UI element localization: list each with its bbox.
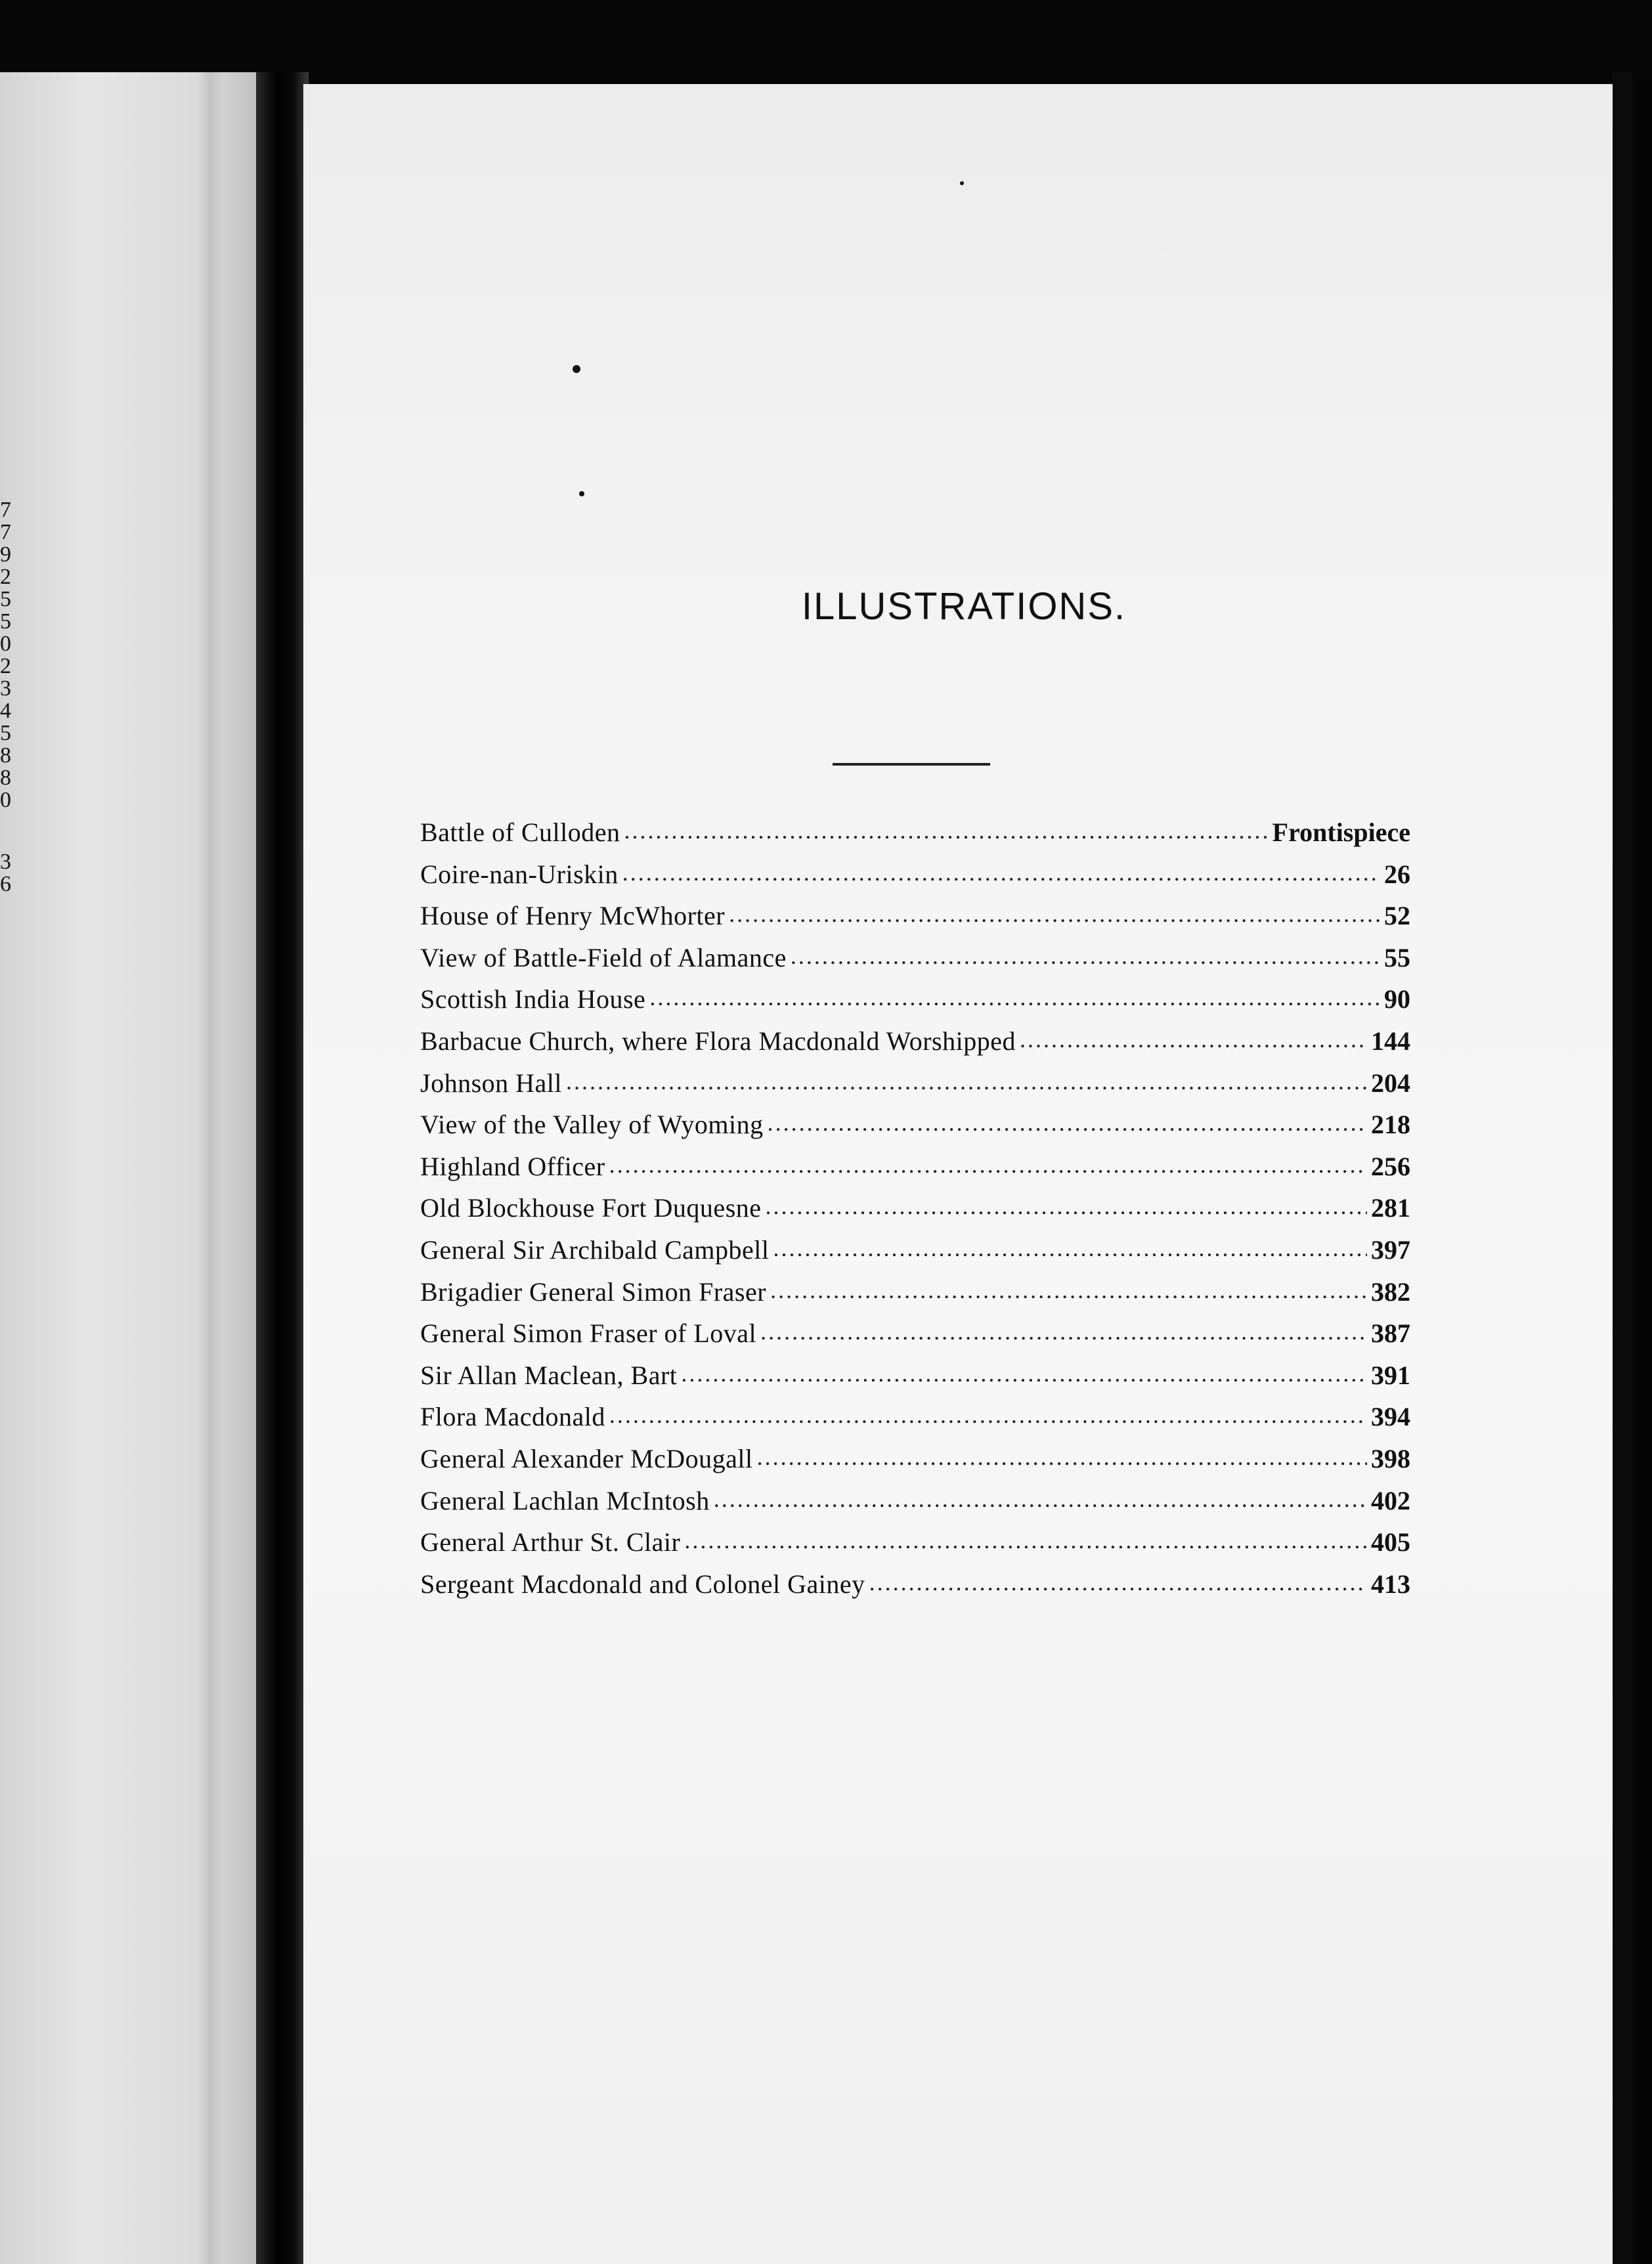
list-item <box>420 942 1410 984</box>
page-number: 281 <box>1371 1193 1410 1223</box>
list-item <box>420 1318 1410 1360</box>
page-number: 204 <box>1371 1068 1410 1098</box>
previous-page-number: 2 <box>0 654 11 678</box>
list-item <box>420 1276 1410 1318</box>
dot-leader <box>791 940 1380 970</box>
dot-leader <box>757 1441 1367 1471</box>
list-item <box>420 1109 1410 1151</box>
previous-page-number: 3 <box>0 850 11 874</box>
ink-speck <box>573 365 580 373</box>
list-item <box>420 817 1410 859</box>
page-number: 387 <box>1371 1318 1410 1349</box>
dot-leader <box>624 814 1269 845</box>
previous-page-number: 8 <box>0 743 11 768</box>
list-item <box>420 859 1410 901</box>
dot-leader <box>609 1399 1367 1429</box>
page-number: 398 <box>1371 1443 1410 1473</box>
illustration-title: General Alexander McDougall <box>420 1443 753 1473</box>
page-number: 26 <box>1384 859 1410 889</box>
page-number: 402 <box>1371 1485 1410 1515</box>
illustration-title: House of Henry McWhorter <box>420 901 726 931</box>
previous-page-number: 2 <box>0 565 11 589</box>
list-item <box>420 1360 1410 1402</box>
page-number: 144 <box>1371 1026 1410 1056</box>
list-item <box>420 1151 1410 1193</box>
list-item <box>420 1401 1410 1443</box>
previous-page-number: 5 <box>0 587 11 611</box>
dot-leader <box>773 1232 1367 1263</box>
dot-leader <box>622 856 1380 887</box>
page-number: 391 <box>1371 1360 1410 1390</box>
page-number: 397 <box>1371 1234 1410 1265</box>
illustration-title: Highland Officer <box>420 1151 605 1181</box>
dot-leader <box>684 1524 1367 1555</box>
book-spine-gutter <box>256 72 309 2264</box>
page-fold-shadow <box>197 72 223 2264</box>
page-number: 218 <box>1371 1110 1410 1140</box>
page-number: 52 <box>1384 901 1410 931</box>
previous-page-number: 0 <box>0 788 11 812</box>
previous-page-number: 7 <box>0 499 11 522</box>
illustration-title: Brigadier General Simon Fraser <box>420 1276 767 1307</box>
previous-page-number: 6 <box>0 872 11 896</box>
illustration-title: Battle of Culloden <box>420 817 620 847</box>
page-right-edge <box>1613 72 1632 2264</box>
list-item <box>420 984 1410 1026</box>
previous-page-number: 5 <box>0 609 11 634</box>
scan-top-border <box>0 0 1652 79</box>
page-number: 405 <box>1371 1527 1410 1557</box>
page-number: 90 <box>1384 984 1410 1014</box>
list-item <box>420 1569 1410 1611</box>
illustration-title: General Lachlan McIntosh <box>420 1485 710 1515</box>
dot-leader <box>766 1190 1367 1221</box>
illustration-title: Scottish India House <box>420 984 646 1014</box>
previous-page-number: 8 <box>0 766 11 790</box>
dot-leader <box>566 1065 1367 1096</box>
illustration-title: Barbacue Church, where Flora Macdonald Worshipped <box>420 1026 1016 1056</box>
illustration-title: General Simon Fraser of Loval <box>420 1318 757 1349</box>
list-item <box>420 1485 1410 1527</box>
page-number: Frontispiece <box>1272 817 1410 847</box>
page-number: 413 <box>1371 1569 1410 1599</box>
illustration-title: Coire-nan-Uriskin <box>420 859 619 889</box>
page-number: 394 <box>1371 1402 1410 1432</box>
list-item <box>420 1026 1410 1068</box>
dot-leader <box>869 1566 1367 1597</box>
previous-page-gap <box>0 812 13 851</box>
illustration-title: General Arthur St. Clair <box>420 1527 681 1557</box>
dot-leader <box>770 1274 1367 1305</box>
previous-page-numbers <box>0 499 13 896</box>
illustration-title: Old Blockhouse Fort Duquesne <box>420 1193 762 1223</box>
previous-page-number: 7 <box>0 520 11 544</box>
dot-leader <box>729 898 1380 928</box>
previous-page-strip <box>0 72 263 2264</box>
title-rule <box>833 763 990 766</box>
page-title: ILLUSTRATIONS. <box>801 585 1127 628</box>
illustration-title: Johnson Hall <box>420 1068 562 1098</box>
list-item <box>420 1192 1410 1234</box>
illustration-title: Sir Allan Maclean, Bart <box>420 1360 678 1390</box>
page-number: 55 <box>1384 942 1410 972</box>
previous-page-number: 4 <box>0 699 11 723</box>
dot-leader <box>649 981 1380 1012</box>
dot-leader <box>714 1483 1367 1513</box>
illustration-title: Sergeant Macdonald and Colonel Gainey <box>420 1569 865 1599</box>
dot-leader <box>1020 1023 1367 1054</box>
list-item <box>420 1443 1410 1485</box>
illustration-title: View of Battle-Field of Alamance <box>420 942 787 972</box>
list-item <box>420 900 1410 942</box>
dot-leader <box>760 1315 1367 1346</box>
dot-leader <box>681 1357 1367 1388</box>
dot-leader <box>768 1106 1367 1137</box>
list-item <box>420 1527 1410 1569</box>
previous-page-number: 5 <box>0 721 11 745</box>
ink-speck <box>579 491 584 496</box>
illustrations-list <box>420 817 1410 1610</box>
previous-page-number: 9 <box>0 542 11 567</box>
list-item <box>420 1234 1410 1276</box>
ink-speck <box>960 181 964 185</box>
list-item <box>420 1068 1410 1110</box>
dot-leader <box>609 1148 1367 1179</box>
illustration-title: General Sir Archibald Campbell <box>420 1234 770 1265</box>
page-number: 382 <box>1371 1276 1410 1307</box>
illustration-title: Flora Macdonald <box>420 1402 605 1432</box>
illustration-title: View of the Valley of Wyoming <box>420 1110 764 1140</box>
previous-page-number: 3 <box>0 676 11 701</box>
previous-page-number: 0 <box>0 632 11 656</box>
page-number: 256 <box>1371 1151 1410 1181</box>
